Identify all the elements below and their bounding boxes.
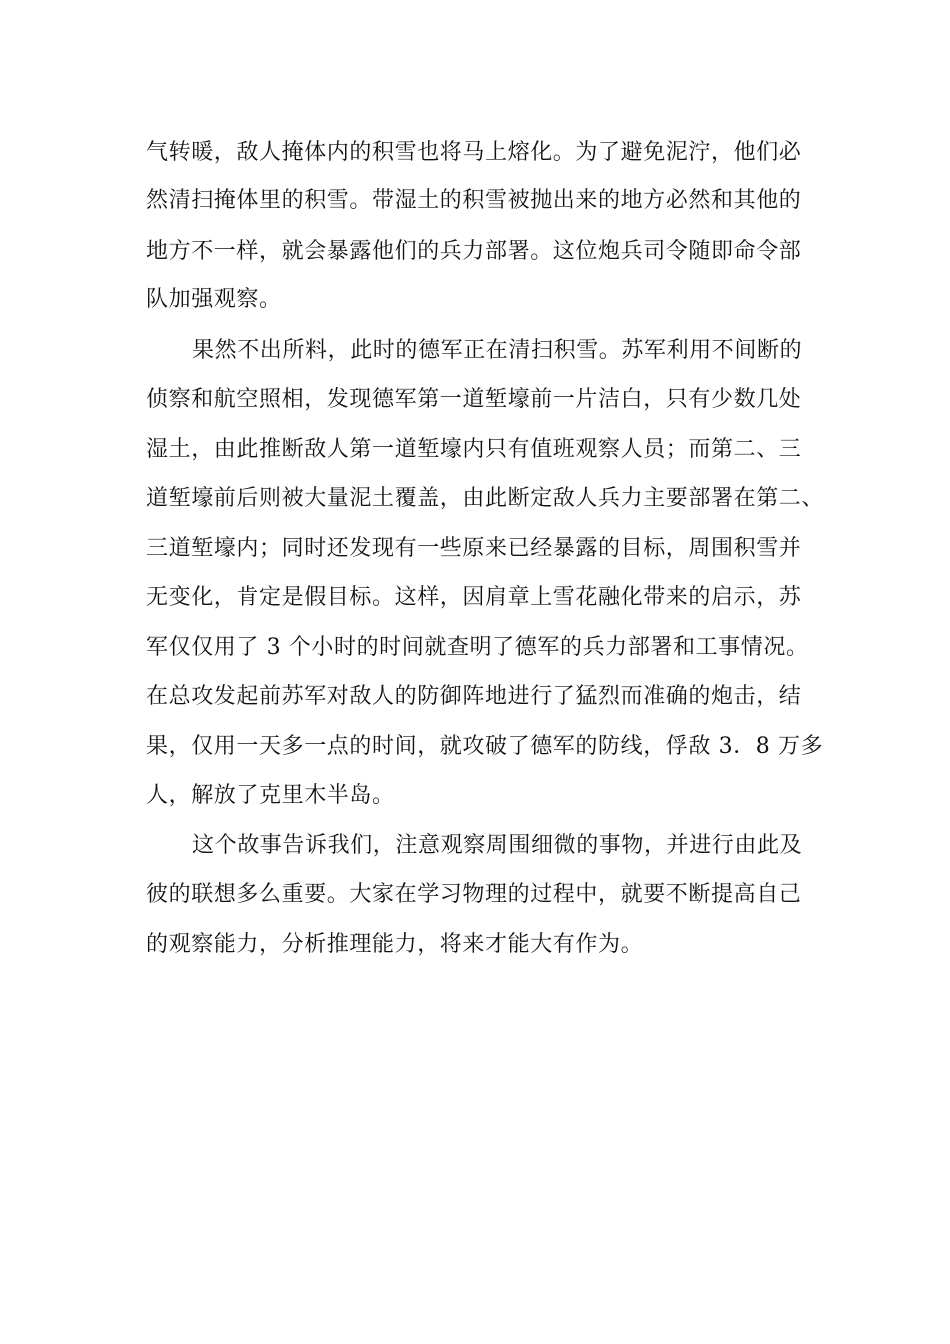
paragraph-start-line: 果然不出所料，此时的德军正在清扫积雪。苏军利用不间断的 bbox=[192, 338, 803, 363]
text-line: 无变化，肯定是假目标。这样，因肩章上雪花融化带来的启示，苏 bbox=[146, 585, 802, 610]
text-line: 气转暖，敌人掩体内的积雪也将马上熔化。为了避免泥泞，他们必 bbox=[146, 140, 802, 165]
text-line: 人，解放了克里木半岛。 bbox=[146, 783, 395, 808]
text-line: 然清扫掩体里的积雪。带湿土的积雪被抛出来的地方必然和其他的 bbox=[146, 188, 802, 213]
text-line: 彼的联想多么重要。大家在学习物理的过程中，就要不断提高自己 bbox=[146, 882, 802, 907]
text-line: 道堑壕前后则被大量泥土覆盖，由此断定敌人兵力主要部署在第二、 bbox=[146, 486, 825, 511]
paragraph-start-line: 这个故事告诉我们，注意观察周围细微的事物，并进行由此及 bbox=[192, 833, 803, 858]
text-line: 三道堑壕内；同时还发现有一些原来已经暴露的目标，周围积雪并 bbox=[146, 536, 802, 561]
text-line: 地方不一样，就会暴露他们的兵力部署。这位炮兵司令随即命令部 bbox=[146, 239, 802, 264]
text-line: 在总攻发起前苏军对敌人的防御阵地进行了猛烈而准确的炮击，结 bbox=[146, 684, 802, 709]
text-line: 果，仅用一天多一点的时间，就攻破了德军的防线，俘敌 3．8 万多 bbox=[146, 734, 824, 759]
text-line: 湿土，由此推断敌人第一道堑壕内只有值班观察人员；而第二、三 bbox=[146, 437, 802, 462]
text-line: 军仅仅用了 3 个小时的时间就查明了德军的兵力部署和工事情况。 bbox=[146, 635, 809, 660]
text-line: 队加强观察。 bbox=[146, 287, 282, 312]
text-line: 侦察和航空照相，发现德军第一道堑壕前一片洁白，只有少数几处 bbox=[146, 387, 802, 412]
text-line: 的观察能力，分析推理能力，将来才能大有作为。 bbox=[146, 932, 644, 957]
